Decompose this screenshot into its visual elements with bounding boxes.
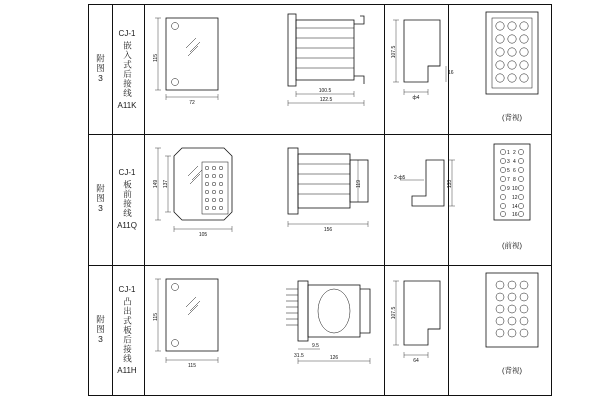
row-name-column (112, 134, 142, 264)
terminal-caption-a11h: (背视) (502, 366, 522, 375)
dim-156: 156 (323, 227, 333, 233)
front-view-a11k (144, 4, 280, 134)
row-side-label (88, 134, 112, 264)
terminal-num-6: 6 (513, 168, 516, 174)
model-label: CJ-1 (118, 168, 136, 177)
mount-label: 凸出式板后接线 (122, 296, 133, 364)
terminal-num-3: 3 (507, 159, 510, 165)
dim-100-5: 100.5 (318, 88, 332, 94)
terminal-num-2: 2 (513, 150, 516, 156)
row-name-column (112, 4, 142, 134)
row-side-label (88, 4, 112, 134)
dim-115: 115 (153, 54, 159, 62)
terminal-num-14: 14 (512, 204, 518, 210)
row-side-label (88, 265, 112, 395)
terminal-num-16: 16 (512, 212, 518, 218)
code-label: A11Q (117, 221, 137, 230)
front-view-a11h (144, 265, 280, 395)
terminal-num-5: 5 (507, 168, 510, 174)
section-view-a11h (384, 265, 472, 395)
row-side-label-text: 附图3 (95, 315, 106, 345)
terminal-num-10: 10 (512, 186, 518, 192)
section-view-a11k (384, 4, 472, 134)
dim-9-5: 9.5 (312, 343, 319, 349)
dim-133: 133 (447, 179, 453, 189)
side-view-a11q (280, 134, 384, 264)
dim-16: 16 (448, 70, 454, 76)
mount-label: 板前接线 (122, 180, 133, 218)
row-a11q (88, 134, 552, 264)
front-view-a11q (144, 134, 280, 264)
dim-149: 149 (153, 179, 159, 189)
row-name-column (112, 265, 142, 395)
terminal-num-7: 7 (507, 177, 510, 183)
dim-phi4: ф4 (412, 95, 420, 101)
row-side-label-text: 附图3 (95, 54, 106, 84)
terminal-caption-a11q: (前视) (502, 241, 522, 250)
dim-31-5: 31.5 (294, 353, 304, 359)
dim-107-5: 107.5 (391, 306, 397, 320)
side-view-a11h (280, 265, 384, 395)
terminal-num-9: 9 (507, 186, 510, 192)
code-label: A11H (117, 366, 137, 376)
terminal-view-a11q (472, 134, 552, 264)
dim-72: 115 (188, 363, 196, 369)
row-a11h (88, 265, 552, 395)
dim-64: 64 (413, 358, 419, 364)
dim-115: 115 (153, 313, 159, 321)
row-side-label-text: 附图3 (95, 184, 106, 214)
mount-label: 嵌入式后接线 (122, 40, 133, 98)
terminal-num-1: 1 (507, 150, 510, 156)
terminal-view-a11k (472, 4, 552, 134)
dim-72: 72 (189, 100, 195, 106)
section-view-a11q (384, 134, 472, 264)
model-label: CJ-1 (118, 28, 136, 38)
dim-126: 126 (329, 355, 339, 361)
dim-107-5: 107.5 (391, 45, 397, 59)
side-view-a11k (280, 4, 384, 134)
dim-2-phi5: 2-ф5 (394, 175, 406, 181)
row-a11k (88, 4, 552, 134)
terminal-num-8: 8 (513, 177, 516, 183)
dim-137: 137 (163, 179, 169, 189)
dim-122-5: 122.5 (319, 97, 333, 103)
terminal-caption-a11k: (背视) (502, 113, 522, 122)
dim-119: 119 (356, 180, 362, 188)
code-label: A11K (117, 100, 137, 110)
dim-105: 105 (198, 232, 208, 238)
model-label: CJ-1 (118, 284, 136, 294)
terminal-num-12: 12 (512, 195, 518, 201)
terminal-view-a11h (472, 265, 552, 395)
terminal-num-4: 4 (513, 159, 516, 165)
